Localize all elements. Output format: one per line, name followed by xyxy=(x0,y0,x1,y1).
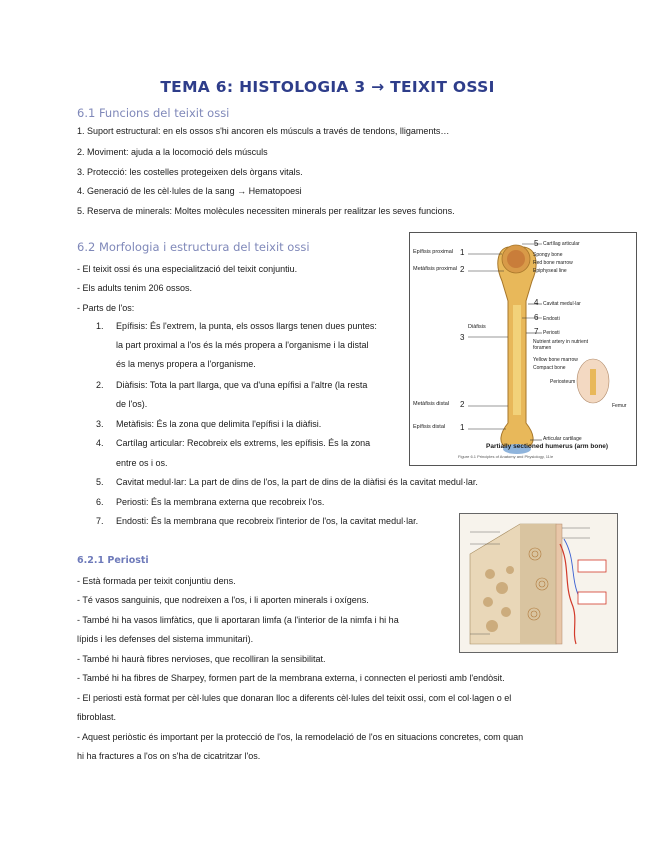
periosteum-line: hi ha fractures a l'os on s'ha de cicatritzar l'os. xyxy=(77,751,261,761)
figure-number: 3 xyxy=(460,333,465,342)
periosteum-line: - Està formada per teixit conjuntiu dens. xyxy=(77,576,236,586)
periosteum-line: - El periosti està format per cèl·lules que donaran lloc a diferents cèl·lules del teixit ossi, com el col·lagen o el xyxy=(77,693,512,703)
bullet-line: - Els adults tenim 206 ossos. xyxy=(77,283,193,293)
figure-label: Nutrient artery in nutrient foramen xyxy=(533,339,589,351)
part-text: entre os i os. xyxy=(116,458,168,468)
figure-number: 7 xyxy=(534,327,539,336)
figure-label: Cartílag articular xyxy=(543,241,580,247)
figure-number: 1 xyxy=(460,423,465,432)
function-item: 1. Suport estructural: en els ossos s'hi ancoren els músculs a través de tendons, lligaments… xyxy=(77,126,450,136)
figure-label: Metàfisis proximal xyxy=(413,266,458,272)
figure-label: Femur xyxy=(612,403,627,409)
function-item: 4. Generació de les cèl·lules de la sang → Hematopoesi xyxy=(77,186,302,196)
function-item: 2. Moviment: ajuda a la locomoció dels músculs xyxy=(77,147,268,157)
figure-label: Articular cartilage xyxy=(543,436,582,442)
part-text: Diàfisis: Tota la part llarga, que va d'una epífisi a l'altre (la resta xyxy=(116,380,368,390)
part-number: 1. xyxy=(96,321,104,331)
part-text: Periosti: És la membrana externa que recobreix l'os. xyxy=(116,497,325,507)
periosteum-line: - També hi ha fibres de Sharpey, formen part de la membrana externa, i connecten el periosti amb l'endòsit. xyxy=(77,673,505,683)
periosteum-line: - Té vasos sanguinis, que nodreixen a l'os, i li aporten minerals i oxígens. xyxy=(77,595,369,605)
bullet-line: - Parts de l'os: xyxy=(77,303,135,313)
figure-number: 6 xyxy=(534,313,539,322)
part-number: 7. xyxy=(96,516,104,526)
figure-label: Epífisis distal xyxy=(413,424,446,430)
figure-number: 4 xyxy=(534,298,539,307)
periosteum-line: - Aquest periòstic és important per la protecció de l'os, la remodelació de l'os en situacions concretes, com quan xyxy=(77,732,524,742)
periosteum-illustration xyxy=(460,514,617,652)
figure-number: 2 xyxy=(460,400,465,409)
figure-number: 1 xyxy=(460,248,465,257)
figure-label: Endosti xyxy=(543,316,560,322)
figure-label: Periosti xyxy=(543,330,560,336)
part-text: de l'os). xyxy=(116,399,148,409)
figure-copyright: Figure 6.1 Principles of Anatomy and Physiology, 11/e xyxy=(458,454,554,459)
part-number: 5. xyxy=(96,477,104,487)
figure-number: 5 xyxy=(534,239,539,248)
function-item: 5. Reserva de minerals: Moltes molècules necessiten minerals per realitzar les seves funcions. xyxy=(77,206,455,216)
figure-label: Metàfisis distal xyxy=(413,401,450,407)
part-text: Endosti: És la membrana que recobreix l'interior de l'os, la cavitat medul·lar. xyxy=(116,516,419,526)
section-heading-periosteum: 6.2.1 Periosti xyxy=(77,555,149,566)
bullet-line: - El teixit ossi és una especialització del teixit conjuntiu. xyxy=(77,264,298,274)
function-item: 3. Protecció: les costelles protegeixen dels òrgans vitals. xyxy=(77,167,303,177)
figure-label: Epiphyseal line xyxy=(533,268,567,274)
figure-label: Compact bone xyxy=(533,365,566,371)
figure-label: Cavitat medul·lar xyxy=(543,301,581,307)
part-number: 4. xyxy=(96,438,104,448)
figure-label: Spongy bone xyxy=(533,252,563,258)
part-text: Cartílag articular: Recobreix els extrems, les epífisis. És la zona xyxy=(116,438,371,448)
humerus-figure xyxy=(409,232,637,466)
section-heading-functions: 6.1 Funcions del teixit ossi xyxy=(77,106,230,120)
periosteum-line: - També hi haurà fibres nervioses, que recolliran la sensibilitat. xyxy=(77,654,326,664)
part-text: Cavitat medul·lar: La part de dins de l'os, la part de dins de la diàfisi és la cavitat medul·lar. xyxy=(116,477,478,487)
figure-label: Diàfisis xyxy=(468,324,486,330)
part-text: és la menys propera a l'organisme. xyxy=(116,359,256,369)
figure-label: Epífisis proximal xyxy=(413,249,454,255)
periosteum-figure xyxy=(459,513,618,653)
periosteum-line: lípids i les defenses del sistema immunitari). xyxy=(77,634,254,644)
part-number: 3. xyxy=(96,419,104,429)
part-text: Metàfisis: És la zona que delimita l'epífisi i la diàfisi. xyxy=(116,419,322,429)
part-number: 2. xyxy=(96,380,104,390)
periosteum-line: - També hi ha vasos limfàtics, que li aportaran limfa (a l'interior de la nimfa i hi ha xyxy=(77,615,399,625)
figure-caption: Partially sectioned humerus (arm bone) xyxy=(486,443,609,450)
part-number: 6. xyxy=(96,497,104,507)
figure-label: Periosteum xyxy=(550,379,576,385)
figure-number: 2 xyxy=(460,265,465,274)
part-text: Epífisis: És l'extrem, la punta, els ossos llargs tenen dues puntes: xyxy=(116,321,377,331)
figure-label: Red bone marrow xyxy=(533,260,573,266)
section-heading-morphology: 6.2 Morfologia i estructura del teixit ossi xyxy=(77,240,310,254)
figure-label: Yellow bone marrow xyxy=(533,357,578,363)
page-title: TEMA 6: HISTOLOGIA 3 → TEIXIT OSSI xyxy=(160,78,495,96)
part-text: la part proximal a l'os és la més propera a l'organisme i la distal xyxy=(116,340,369,350)
periosteum-line: fibroblast. xyxy=(77,712,117,722)
